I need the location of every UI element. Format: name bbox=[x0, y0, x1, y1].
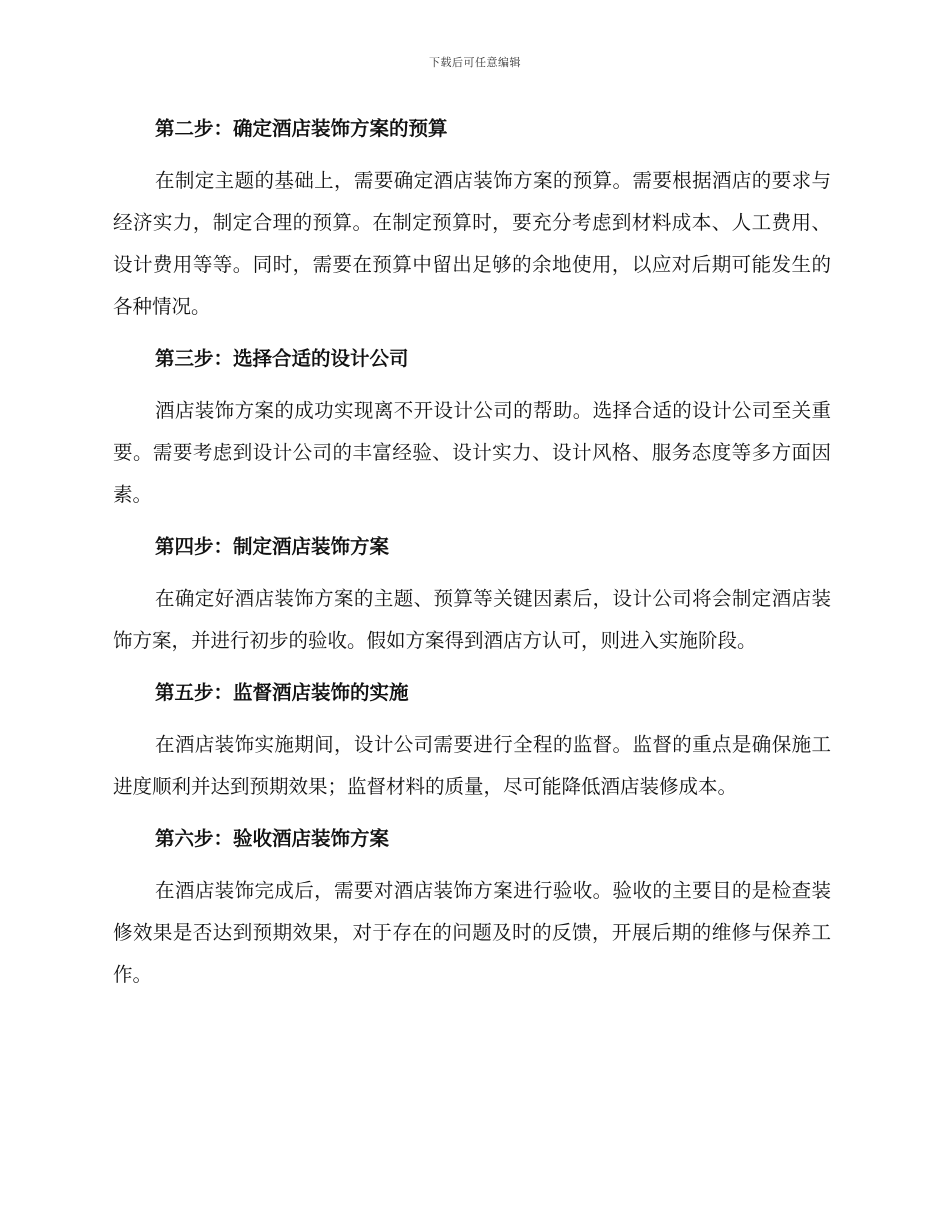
section-heading: 第五步：监督酒店装饰的实施 bbox=[155, 681, 409, 704]
section-heading: 第三步：选择合适的设计公司 bbox=[155, 347, 409, 370]
section-paragraph: 在确定好酒店装饰方案的主题、预算等关键因素后，设计公司将会制定酒店装饰方案，并进行初步的验收。假如方案得到酒店方认可，则进入实施阶段。 bbox=[113, 587, 831, 652]
section-step-5 bbox=[113, 672, 831, 808]
section-heading: 第六步：验收酒店装饰方案 bbox=[155, 827, 390, 850]
section-paragraph: 在酒店装饰实施期间，设计公司需要进行全程的监督。监督的重点是确保施工进度顺利并达到预期效果；监督材料的质量，尽可能降低酒店装修成本。 bbox=[113, 733, 831, 798]
section-step-6 bbox=[113, 818, 831, 996]
page-header-note: 下载后可任意编辑 bbox=[429, 56, 521, 69]
section-paragraph: 在酒店装饰完成后，需要对酒店装饰方案进行验收。验收的主要目的是检查装修效果是否达到预期效果，对于存在的问题及时的反馈，开展后期的维修与保养工作。 bbox=[113, 879, 831, 986]
document-body bbox=[113, 108, 831, 1006]
section-paragraph: 酒店装饰方案的成功实现离不开设计公司的帮助。选择合适的设计公司至关重要。需要考虑到设计公司的丰富经验、设计实力、设计风格、服务态度等多方面因素。 bbox=[113, 399, 831, 506]
section-heading: 第二步：确定酒店装饰方案的预算 bbox=[155, 117, 448, 140]
section-paragraph: 在制定主题的基础上，需要确定酒店装饰方案的预算。需要根据酒店的要求与经济实力，制定合理的预算。在制定预算时，要充分考虑到材料成本、人工费用、设计费用等等。同时，需要在预算中留出足够的余地使用，以应对后期可能发生的各种情况。 bbox=[113, 169, 831, 318]
section-heading: 第四步：制定酒店装饰方案 bbox=[155, 535, 390, 558]
section-step-2 bbox=[113, 108, 831, 328]
section-step-4 bbox=[113, 526, 831, 662]
section-step-3 bbox=[113, 338, 831, 516]
